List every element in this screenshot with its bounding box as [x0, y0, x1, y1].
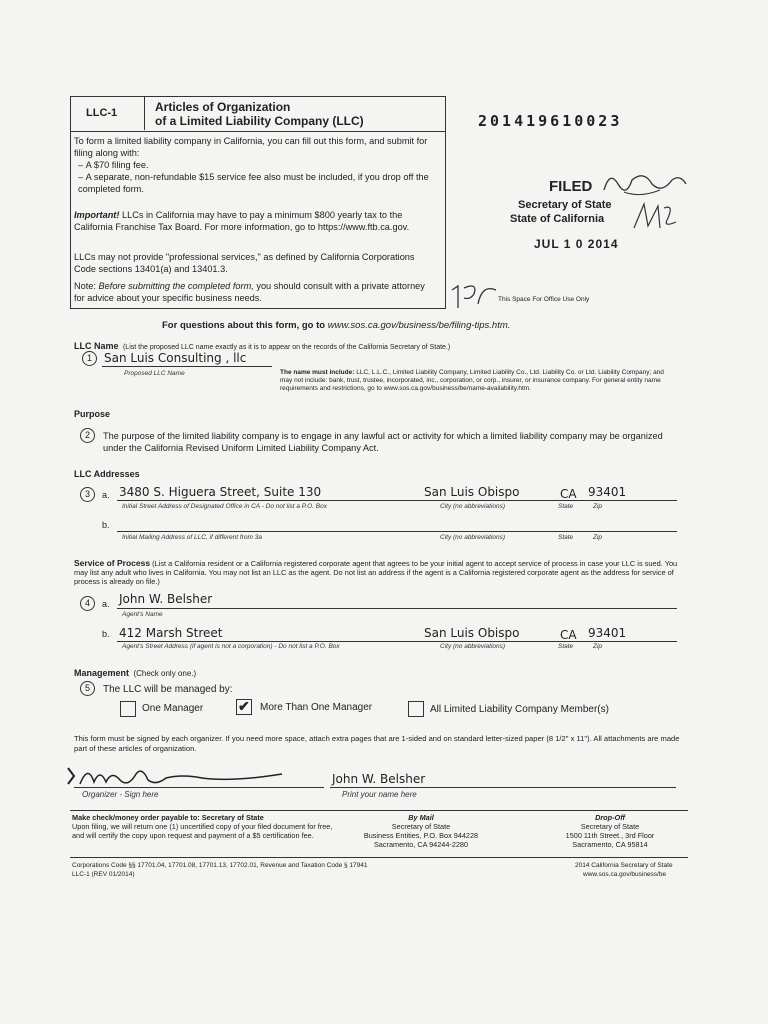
- intro-bullet-2: – A separate, non-refundable $15 service fee also must be included, if you drop off the completed form.: [78, 172, 429, 194]
- address-a-underline: [117, 500, 677, 501]
- purpose-text: The purpose of the limited liability company is to engage in any lawful act or activity for which a limited liability company may be organized under the California Revised Uniform Limited Liability Company Act.: [103, 431, 663, 453]
- stamp-initials-graphic: [630, 198, 680, 234]
- service-instruction-text: (List a California resident or a California registered corporate agent that agrees to be your initial agent to accept service of process in case your LLC is sued. You may list any adult who lives in California. You may not list an LLC as the agent. Do not list an address if the agent is a California registered corporate agent as the address for service of process is already on file.): [74, 559, 678, 586]
- city-label: City (no abbreviations): [440, 503, 506, 510]
- section-number-4: 4: [80, 596, 95, 611]
- mail-heading: By Mail: [408, 813, 434, 822]
- bullet-text: A separate, non-refundable $15 service fee also must be included, if you drop off the completed form.: [78, 172, 429, 194]
- mail-line-3: Sacramento, CA 94244-2280: [373, 840, 469, 849]
- note-label: Note:: [74, 281, 96, 291]
- questions-line: [162, 320, 510, 331]
- management-heading-row: [74, 663, 196, 681]
- llc-name-label: Proposed LLC Name: [124, 370, 185, 377]
- addresses-heading: LLC Addresses: [74, 469, 140, 479]
- office-initials-graphic: [448, 282, 500, 312]
- management-question: The LLC will be managed by:: [103, 684, 233, 695]
- agent-zip[interactable]: 93401: [588, 626, 627, 640]
- office-city[interactable]: San Luis Obispo: [424, 485, 520, 499]
- important-text: LLCs in California may have to pay a minimum $800 yearly tax to the California Franchise Tax Board. For more information, go to https://www.ftb.ca.gov.: [74, 210, 410, 232]
- questions-text: For questions about this form, go to: [162, 320, 326, 331]
- service-heading: Service of Process: [74, 558, 151, 568]
- mail-line-1: Secretary of State: [391, 822, 451, 831]
- printed-name-line: [330, 787, 676, 788]
- payable-to: Make check/money order payable to: Secretary of State: [72, 813, 264, 822]
- section-number-1: 1: [82, 351, 97, 366]
- office-street[interactable]: 3480 S. Higuera Street, Suite 130: [119, 485, 322, 499]
- filing-number: 201419610023: [478, 112, 623, 130]
- printed-name[interactable]: John W. Belsher: [332, 772, 426, 786]
- agent-name-underline: [117, 608, 677, 609]
- signature-line[interactable]: [74, 787, 324, 788]
- llc-name-heading: LLC Name: [74, 341, 119, 351]
- city-label: City (no abbreviations): [440, 643, 506, 650]
- form-id: LLC-1: [86, 107, 118, 119]
- agent-street[interactable]: 412 Marsh Street: [119, 626, 223, 640]
- stamp-secretary: Secretary of State: [518, 199, 612, 211]
- dropoff-heading: Drop-Off: [595, 813, 625, 822]
- copyright: 2014 California Secretary of State: [575, 862, 673, 869]
- form-title-line1: Articles of Organization: [155, 100, 291, 114]
- address-b-label: Initial Mailing Address of LLC, if different from 3a: [122, 534, 262, 541]
- address-a-label: Initial Street Address of Designated Office in CA - Do not list a P.O. Box: [122, 503, 327, 510]
- intro-bullet-1: – A $70 filing fee.: [78, 160, 149, 170]
- filed-stamp: FILED: [549, 178, 593, 195]
- agent-state[interactable]: CA: [560, 628, 577, 642]
- zip-label: Zip: [593, 534, 603, 541]
- footer-payment-col: [72, 813, 342, 840]
- professional-note: LLCs may not provide "professional services," as defined by California Corporations Code sections 13401(a) and 13401.3.: [74, 252, 415, 274]
- signing-instructions: This form must be signed by each organizer. If you need more space, attach extra pages that are 1-sided and on standard letter-sized paper (8 1/2" x 11"). All attachments are made part of these articles of organization.: [74, 734, 680, 753]
- signature-label: Organizer - Sign here: [82, 790, 159, 799]
- section-number-2: 2: [80, 428, 95, 443]
- agent-address-underline: [117, 641, 677, 642]
- copy-policy: Upon filing, we will return one (1) uncertified copy of your filed document for free, and will certify the copy upon request and payment of a $5 certification fee.: [72, 822, 333, 840]
- footer-mail-col: [336, 813, 506, 849]
- llc-name-rules: [280, 369, 676, 393]
- note-italic: Before submitting the completed form,: [98, 281, 254, 291]
- office-use-label: This Space For Office Use Only: [498, 296, 590, 303]
- rules-text: LLC, L.L.C., Limited Liability Company, Limited Liability Co., Ltd. Liability Co. or Ltd. Liability Company; and may not include: bank, trust, trustee, incorporated, inc., corporation, or corp., insurer, or insurance company. For general entity name requirements and restrictions, go to www.sos.ca.gov/business/be/name-availability.htm.: [280, 369, 664, 392]
- note-text: you should consult with a private attorney for advice about your specific business needs.: [74, 281, 425, 303]
- state-label: State: [558, 503, 574, 510]
- stamp-signature-graphic: [600, 166, 690, 202]
- zip-label: Zip: [593, 503, 603, 510]
- bullet-text: A $70 filing fee.: [85, 160, 149, 170]
- form-title-line2: of a Limited Liability Company (LLC): [155, 114, 364, 128]
- dropoff-line-2: 1500 11th Street., 3rd Floor: [565, 831, 655, 840]
- footer-dropoff-col: [530, 813, 690, 849]
- state-label: State: [558, 643, 574, 650]
- llc-name-instruction: (List the proposed LLC name exactly as it is to appear on the records of the California Secretary of State.): [122, 344, 451, 351]
- questions-url[interactable]: www.sos.ca.gov/business/be/filing-tips.htm.: [327, 320, 511, 331]
- stamp-date: JUL 1 0 2014: [534, 237, 619, 251]
- management-instruction: (Check only one.): [133, 669, 197, 678]
- llc-name-value[interactable]: San Luis Consulting , llc: [104, 351, 247, 365]
- city-label: City (no abbreviations): [440, 534, 506, 541]
- purpose-heading: Purpose: [74, 409, 111, 419]
- submission-note: [74, 281, 436, 304]
- service-b-letter: b.: [102, 629, 110, 639]
- statute-codes: Corporations Code §§ 17701.04, 17701.08, 17701.13, 17702.01, Revenue and Taxation Code § 17941: [72, 862, 368, 869]
- agent-address-label: Agent's Street Address (if agent is not a corporation) - Do not list a P.O. Box: [122, 643, 340, 650]
- printed-name-label: Print your name here: [342, 790, 417, 799]
- section-number-3: 3: [80, 487, 95, 502]
- form-revision: LLC-1 (REV 01/2014): [72, 871, 135, 878]
- one-manager-checkbox[interactable]: [120, 701, 136, 717]
- llc-name-underline: [102, 366, 272, 367]
- mail-line-2: Business Entities, P.O. Box 944228: [363, 831, 479, 840]
- important-label: Important!: [74, 210, 120, 220]
- agent-name-label: Agent's Name: [122, 611, 163, 618]
- one-manager-label: One Manager: [142, 703, 204, 714]
- address-a-letter: a.: [102, 490, 110, 500]
- stamp-state: State of California: [510, 213, 605, 225]
- office-state[interactable]: CA: [560, 487, 577, 501]
- office-zip[interactable]: 93401: [588, 485, 627, 499]
- service-instruction: [74, 559, 686, 586]
- section-number-5: 5: [80, 681, 95, 696]
- dropoff-line-3: Sacramento, CA 95814: [572, 840, 648, 849]
- service-a-letter: a.: [102, 599, 110, 609]
- members-label: All Limited Liability Company Member(s): [430, 704, 609, 715]
- intro-paragraph: To form a limited liability company in California, you can fill out this form, and submit for filing along with:: [74, 136, 428, 158]
- important-note: [74, 210, 436, 233]
- dropoff-line-1: Secretary of State: [580, 822, 640, 831]
- state-label: State: [558, 534, 574, 541]
- members-checkbox[interactable]: [408, 701, 424, 717]
- agent-name[interactable]: John W. Belsher: [119, 592, 213, 606]
- multiple-managers-label: More Than One Manager: [260, 702, 373, 713]
- checkmark-icon: ✔: [238, 698, 250, 714]
- management-heading: Management: [74, 668, 130, 678]
- agent-city[interactable]: San Luis Obispo: [424, 626, 520, 640]
- footer-website[interactable]: www.sos.ca.gov/business/be: [583, 871, 667, 878]
- address-b-letter: b.: [102, 520, 110, 530]
- zip-label: Zip: [593, 643, 603, 650]
- address-b-underline[interactable]: [117, 531, 677, 532]
- rules-bold: The name must include:: [280, 369, 355, 376]
